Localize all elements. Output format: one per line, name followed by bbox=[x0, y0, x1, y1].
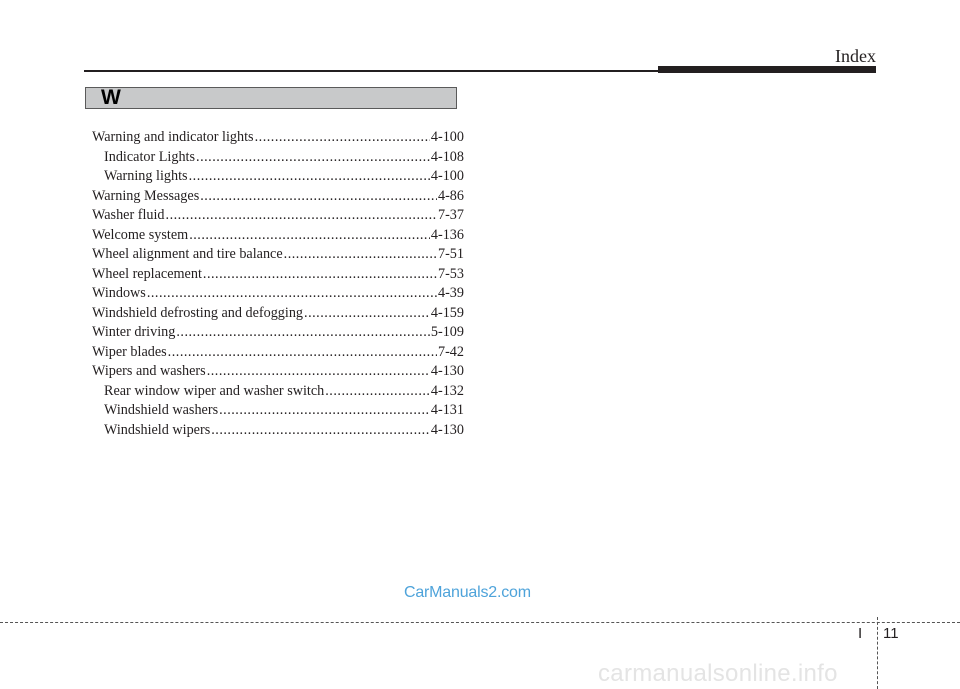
dot-leader bbox=[203, 265, 437, 285]
page-header-title: Index bbox=[835, 46, 876, 66]
index-entry-page: 7-53 bbox=[437, 265, 464, 282]
footer-section-letter: I bbox=[858, 625, 863, 642]
index-subentry[interactable] bbox=[92, 401, 464, 421]
index-entry[interactable] bbox=[92, 265, 464, 285]
index-entry-label: Wheel alignment and tire balance bbox=[92, 246, 283, 262]
index-entry-label: Rear window wiper and washer switch bbox=[104, 382, 325, 399]
index-subentry[interactable] bbox=[92, 148, 464, 168]
index-entry[interactable] bbox=[92, 245, 464, 265]
index-entry[interactable] bbox=[92, 128, 464, 148]
index-entry-label: Windows bbox=[92, 285, 146, 301]
index-subentry[interactable] bbox=[92, 167, 464, 187]
index-entry-label: Windshield washers bbox=[104, 402, 219, 418]
dot-leader bbox=[304, 304, 430, 324]
index-entry-page: 4-131 bbox=[430, 402, 464, 418]
dot-leader bbox=[219, 401, 430, 421]
footer-dashed-rule bbox=[0, 622, 960, 623]
index-entry-page: 4-130 bbox=[430, 363, 464, 379]
section-letter-bar bbox=[85, 87, 457, 109]
index-entry-page: 4-130 bbox=[430, 421, 464, 438]
index-entry-label: Warning lights bbox=[104, 168, 188, 184]
section-letter: W bbox=[101, 86, 121, 109]
index-entry-page: 7-37 bbox=[437, 207, 464, 223]
index-entry[interactable] bbox=[92, 362, 464, 382]
header-rule bbox=[84, 70, 658, 72]
index-entry-page: 5-109 bbox=[430, 324, 464, 340]
dot-leader bbox=[189, 167, 430, 187]
index-entry-page: 4-136 bbox=[430, 226, 464, 243]
index-entry-page: 4-132 bbox=[430, 382, 464, 399]
header-rule-accent bbox=[658, 66, 876, 73]
index-entry-page: 4-100 bbox=[430, 129, 464, 145]
dot-leader bbox=[147, 284, 437, 304]
index-entry-page: 4-108 bbox=[430, 148, 464, 165]
index-entry-page: 4-100 bbox=[430, 168, 464, 184]
index-entry[interactable] bbox=[92, 284, 464, 304]
dot-leader bbox=[255, 128, 430, 148]
footer-page-number: 11 bbox=[883, 625, 899, 642]
dot-leader bbox=[325, 382, 430, 402]
dot-leader bbox=[196, 148, 430, 168]
index-entry[interactable] bbox=[92, 226, 464, 246]
dot-leader bbox=[168, 343, 437, 363]
dot-leader bbox=[189, 226, 430, 246]
index-subentry[interactable] bbox=[92, 382, 464, 402]
dot-leader bbox=[211, 421, 430, 441]
index-entry-label: Washer fluid bbox=[92, 207, 165, 223]
index-entry-label: Wheel replacement bbox=[92, 265, 202, 282]
dot-leader bbox=[166, 206, 437, 226]
dot-leader bbox=[207, 362, 430, 382]
footer-divider bbox=[877, 617, 878, 689]
dot-leader bbox=[176, 323, 430, 343]
index-entry-label: Welcome system bbox=[92, 226, 189, 243]
index-entry[interactable] bbox=[92, 304, 464, 324]
carmanualsonline-watermark: carmanualsonline.info bbox=[598, 660, 838, 687]
index-entry[interactable] bbox=[92, 206, 464, 226]
index-entry-list bbox=[92, 128, 464, 440]
index-entry-label: Indicator Lights bbox=[104, 148, 196, 165]
index-entry-label: Windshield wipers bbox=[104, 421, 211, 438]
index-entry-label: Wiper blades bbox=[92, 343, 167, 360]
index-entry-page: 4-39 bbox=[437, 285, 464, 301]
index-entry-label: Wipers and washers bbox=[92, 363, 206, 379]
index-entry[interactable] bbox=[92, 187, 464, 207]
dot-leader bbox=[284, 245, 437, 265]
index-entry-page: 7-42 bbox=[437, 343, 464, 360]
index-entry-page: 4-86 bbox=[437, 187, 464, 204]
index-entry-page: 7-51 bbox=[437, 246, 464, 262]
index-entry-page: 4-159 bbox=[430, 304, 464, 321]
index-entry-label: Warning and indicator lights bbox=[92, 129, 254, 145]
index-entry-label: Warning Messages bbox=[92, 187, 200, 204]
index-entry[interactable] bbox=[92, 323, 464, 343]
index-entry[interactable] bbox=[92, 343, 464, 363]
carmanuals-watermark-link[interactable]: CarManuals2.com bbox=[404, 584, 531, 601]
index-subentry[interactable] bbox=[92, 421, 464, 441]
dot-leader bbox=[200, 187, 437, 207]
index-entry-label: Winter driving bbox=[92, 324, 176, 340]
index-entry-label: Windshield defrosting and defogging bbox=[92, 304, 304, 321]
